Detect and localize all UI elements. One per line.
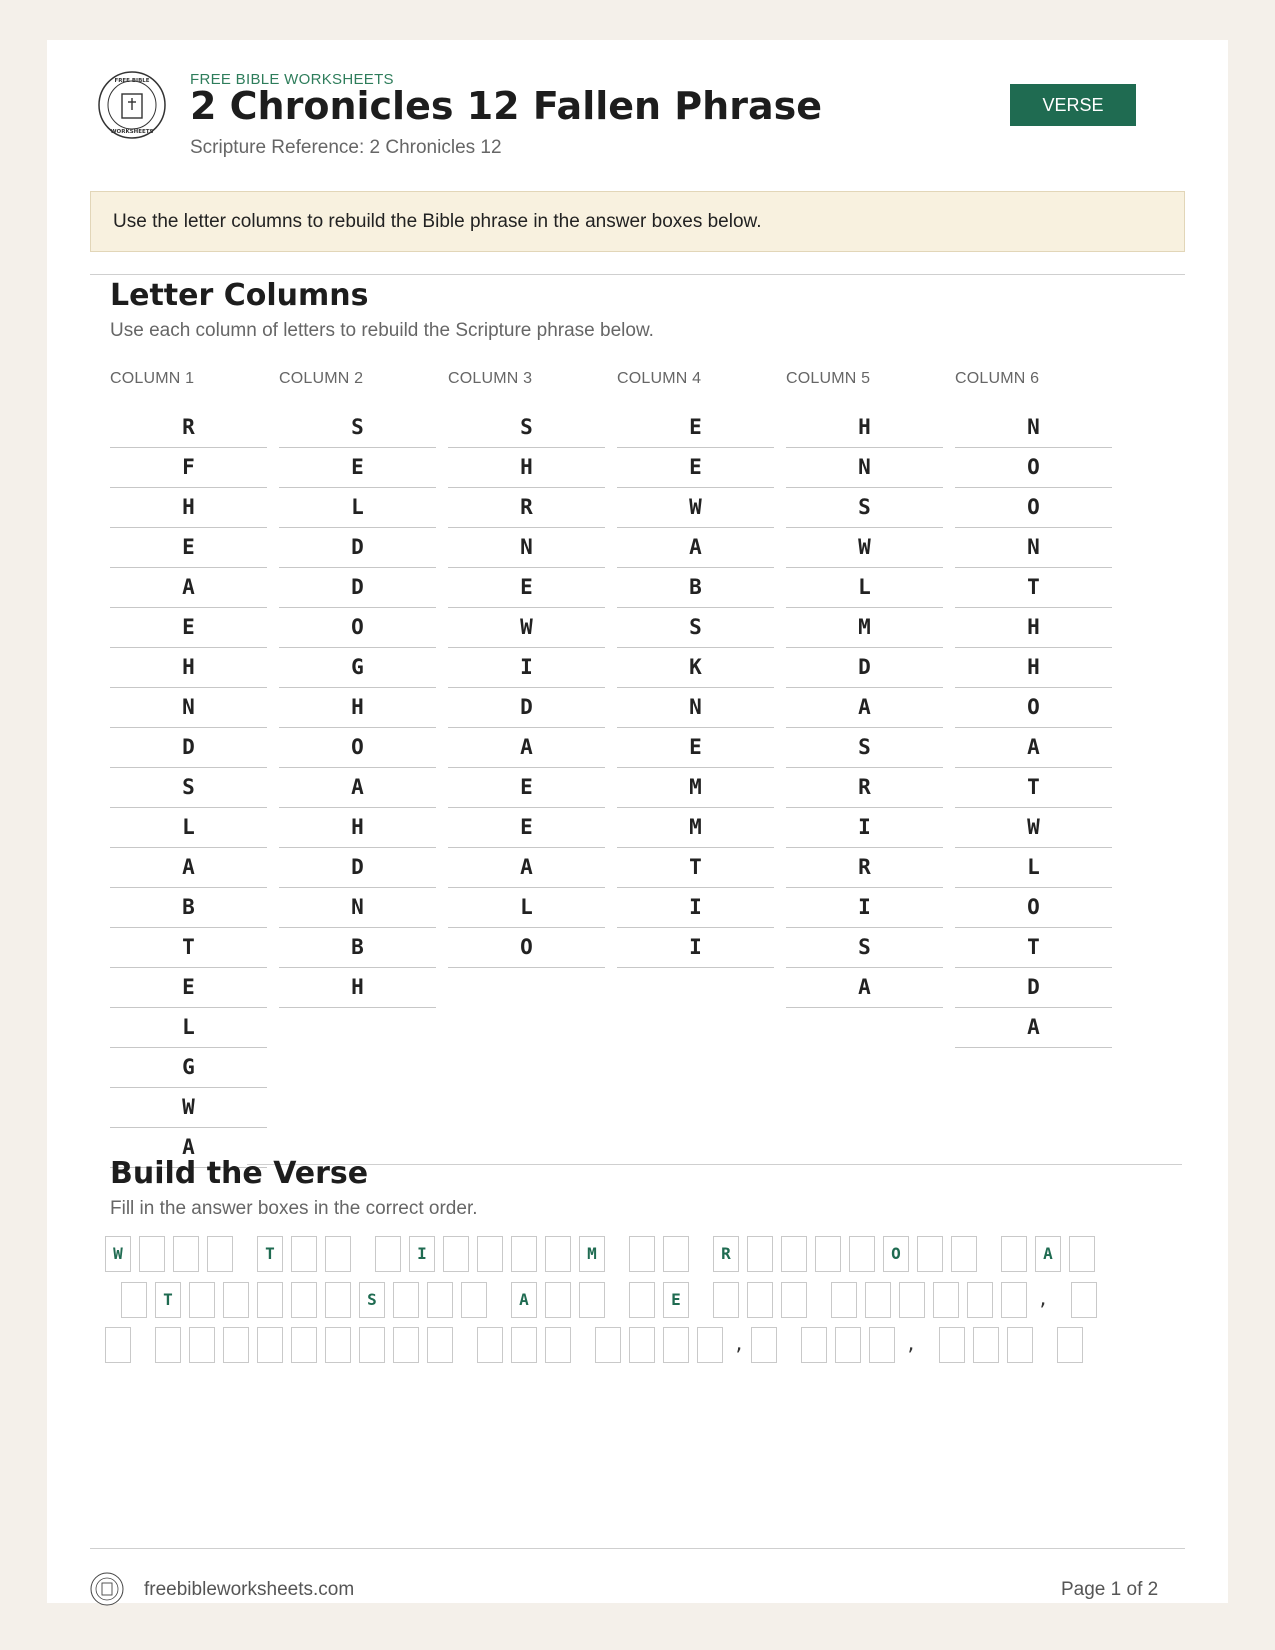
- letter-cell: M: [617, 768, 774, 808]
- answer-box[interactable]: [781, 1236, 807, 1272]
- answer-box[interactable]: [849, 1236, 875, 1272]
- letter-cell: H: [786, 408, 943, 448]
- worksheet-page: [47, 40, 1228, 1603]
- letter-cell: N: [279, 888, 436, 928]
- letter-cell: I: [786, 888, 943, 928]
- letter-cell: A: [448, 848, 605, 888]
- letter-cell: S: [617, 608, 774, 648]
- letter-cell: N: [617, 688, 774, 728]
- answer-box[interactable]: [189, 1327, 215, 1363]
- answer-box-hint[interactable]: T: [155, 1282, 181, 1318]
- letter-cell: O: [448, 928, 605, 968]
- page-title: 2 Chronicles 12 Fallen Phrase: [190, 84, 822, 128]
- letter-column-6: [955, 372, 1112, 1048]
- answer-box[interactable]: [427, 1282, 453, 1318]
- letter-cell: S: [448, 408, 605, 448]
- letter-cell: B: [617, 568, 774, 608]
- answer-box[interactable]: [663, 1236, 689, 1272]
- letter-cell: H: [279, 808, 436, 848]
- answer-box[interactable]: [477, 1327, 503, 1363]
- letter-cell: H: [955, 648, 1112, 688]
- answer-box[interactable]: [629, 1236, 655, 1272]
- answer-box[interactable]: [291, 1236, 317, 1272]
- answer-box[interactable]: [1001, 1236, 1027, 1272]
- letter-cell: I: [617, 928, 774, 968]
- letter-cell: K: [617, 648, 774, 688]
- answer-box[interactable]: [189, 1282, 215, 1318]
- letter-cell: W: [110, 1088, 267, 1128]
- answer-box[interactable]: [865, 1282, 891, 1318]
- letter-column-1: [110, 372, 267, 1168]
- letter-cell: B: [110, 888, 267, 928]
- letter-cell: M: [617, 808, 774, 848]
- letter-cell: H: [110, 488, 267, 528]
- letter-cell: I: [786, 808, 943, 848]
- answer-box[interactable]: [223, 1327, 249, 1363]
- letter-cell: W: [448, 608, 605, 648]
- answer-box[interactable]: [951, 1236, 977, 1272]
- letter-cell: B: [279, 928, 436, 968]
- answer-box[interactable]: [257, 1282, 283, 1318]
- footer-site: freebibleworksheets.com: [144, 1579, 355, 1600]
- letter-cell: A: [110, 1128, 267, 1168]
- letter-cell: R: [786, 768, 943, 808]
- letter-cell: T: [955, 928, 1112, 968]
- answer-box-hint[interactable]: R: [713, 1236, 739, 1272]
- answer-box[interactable]: [629, 1327, 655, 1363]
- answer-box[interactable]: [359, 1327, 385, 1363]
- page-number: Page 1 of 2: [1061, 1579, 1159, 1600]
- letter-columns-description: Use each column of letters to rebuild the Scripture phrase below.: [110, 320, 654, 341]
- letter-column-5: [786, 372, 943, 1008]
- answer-box[interactable]: [155, 1327, 181, 1363]
- answer-box[interactable]: [1007, 1327, 1033, 1363]
- letter-cell: G: [279, 648, 436, 688]
- letter-cell: L: [955, 848, 1112, 888]
- letter-columns-title: Letter Columns: [110, 278, 369, 313]
- answer-box[interactable]: [899, 1282, 925, 1318]
- letter-cell: A: [786, 688, 943, 728]
- answer-box[interactable]: [1071, 1282, 1097, 1318]
- answer-box[interactable]: [173, 1236, 199, 1272]
- letter-cell: E: [448, 568, 605, 608]
- answer-box-hint[interactable]: I: [409, 1236, 435, 1272]
- answer-box[interactable]: [751, 1327, 777, 1363]
- answer-box-hint[interactable]: S: [359, 1282, 385, 1318]
- letter-cell: N: [448, 528, 605, 568]
- letter-column-3: [448, 372, 605, 968]
- letter-cell: W: [617, 488, 774, 528]
- answer-box[interactable]: [393, 1327, 419, 1363]
- answer-box[interactable]: [223, 1282, 249, 1318]
- letter-cell: H: [110, 648, 267, 688]
- letter-cell: N: [955, 528, 1112, 568]
- letter-cell: A: [955, 1008, 1112, 1048]
- letter-cell: T: [955, 768, 1112, 808]
- letter-cell: T: [110, 928, 267, 968]
- answer-box[interactable]: [917, 1236, 943, 1272]
- logo: [97, 70, 167, 140]
- letter-cell: S: [786, 928, 943, 968]
- column-label: COLUMN 2: [279, 370, 364, 387]
- letter-cell: D: [786, 648, 943, 688]
- letter-cell: H: [279, 688, 436, 728]
- letter-cell: I: [617, 888, 774, 928]
- answer-box[interactable]: [835, 1327, 861, 1363]
- answer-box[interactable]: [545, 1236, 571, 1272]
- punctuation-mark: ,: [1037, 1289, 1049, 1310]
- letter-cell: O: [955, 688, 1112, 728]
- letter-cell: E: [448, 808, 605, 848]
- answer-box[interactable]: [121, 1282, 147, 1318]
- letter-cell: H: [279, 968, 436, 1008]
- letter-cell: E: [110, 608, 267, 648]
- letter-cell: A: [617, 528, 774, 568]
- answer-box[interactable]: [325, 1327, 351, 1363]
- build-verse-title: Build the Verse: [110, 1156, 369, 1191]
- letter-cell: H: [448, 448, 605, 488]
- punctuation-mark: ,: [733, 1334, 745, 1355]
- answer-box-hint[interactable]: W: [105, 1236, 131, 1272]
- letter-cell: E: [279, 448, 436, 488]
- answer-box[interactable]: [291, 1282, 317, 1318]
- answer-box[interactable]: [973, 1327, 999, 1363]
- letter-cell: T: [955, 568, 1112, 608]
- letter-cell: E: [617, 408, 774, 448]
- instructions-box: Use the letter columns to rebuild the Bible phrase in the answer boxes below.: [90, 191, 1185, 252]
- logo-text-top: FREE BIBLE: [114, 78, 150, 84]
- letter-cell: H: [955, 608, 1112, 648]
- answer-box[interactable]: [393, 1282, 419, 1318]
- letter-cell: M: [786, 608, 943, 648]
- letter-cell: A: [110, 568, 267, 608]
- letter-cell: S: [786, 488, 943, 528]
- letter-cell: L: [110, 808, 267, 848]
- answer-box-hint[interactable]: O: [883, 1236, 909, 1272]
- answer-box-hint[interactable]: T: [257, 1236, 283, 1272]
- letter-cell: A: [955, 728, 1112, 768]
- letter-cell: I: [448, 648, 605, 688]
- answer-box[interactable]: [831, 1282, 857, 1318]
- logo-text-bottom: WORKSHEETS: [110, 129, 154, 135]
- answer-box[interactable]: [1001, 1282, 1027, 1318]
- answer-box[interactable]: [477, 1236, 503, 1272]
- answer-box-hint[interactable]: M: [579, 1236, 605, 1272]
- answer-box[interactable]: [801, 1327, 827, 1363]
- letter-cell: N: [110, 688, 267, 728]
- answer-box[interactable]: [697, 1327, 723, 1363]
- letter-cell: L: [448, 888, 605, 928]
- letter-cell: D: [279, 568, 436, 608]
- letter-cell: O: [955, 888, 1112, 928]
- answer-box[interactable]: [461, 1282, 487, 1318]
- column-label: COLUMN 4: [617, 370, 702, 387]
- letter-cell: O: [955, 448, 1112, 488]
- answer-box[interactable]: [375, 1236, 401, 1272]
- letter-cell: A: [110, 848, 267, 888]
- letter-cell: G: [110, 1048, 267, 1088]
- answer-box[interactable]: [595, 1327, 621, 1363]
- answer-box[interactable]: [629, 1282, 655, 1318]
- scripture-reference: Scripture Reference: 2 Chronicles 12: [190, 137, 502, 158]
- answer-box[interactable]: [207, 1236, 233, 1272]
- letter-cell: S: [786, 728, 943, 768]
- answer-box-hint[interactable]: A: [1035, 1236, 1061, 1272]
- letter-cell: O: [279, 728, 436, 768]
- answer-box[interactable]: [325, 1282, 351, 1318]
- letter-cell: E: [110, 528, 267, 568]
- verse-puzzle-badge: VERSE PUZZLE: [1010, 84, 1136, 126]
- answer-box[interactable]: [579, 1282, 605, 1318]
- answer-box[interactable]: [747, 1282, 773, 1318]
- letter-column-2: [279, 372, 436, 1008]
- footer-logo: [90, 1572, 124, 1606]
- answer-box[interactable]: [939, 1327, 965, 1363]
- answer-box[interactable]: [967, 1282, 993, 1318]
- answer-box[interactable]: [443, 1236, 469, 1272]
- divider: [90, 274, 1185, 275]
- letter-cell: O: [279, 608, 436, 648]
- letter-cell: L: [786, 568, 943, 608]
- letter-cell: A: [786, 968, 943, 1008]
- letter-cell: E: [617, 448, 774, 488]
- letter-cell: A: [448, 728, 605, 768]
- letter-cell: S: [279, 408, 436, 448]
- answer-box[interactable]: [1057, 1327, 1083, 1363]
- punctuation-mark: ,: [905, 1334, 917, 1355]
- letter-cell: N: [955, 408, 1112, 448]
- answer-box[interactable]: [781, 1282, 807, 1318]
- letter-cell: L: [279, 488, 436, 528]
- answer-box[interactable]: [869, 1327, 895, 1363]
- answer-box[interactable]: [933, 1282, 959, 1318]
- letter-cell: A: [279, 768, 436, 808]
- answer-box[interactable]: [427, 1327, 453, 1363]
- letter-cell: L: [110, 1008, 267, 1048]
- answer-box[interactable]: [257, 1327, 283, 1363]
- letter-cell: E: [617, 728, 774, 768]
- answer-box[interactable]: [291, 1327, 317, 1363]
- letter-cell: S: [110, 768, 267, 808]
- answer-box[interactable]: [325, 1236, 351, 1272]
- answer-box[interactable]: [747, 1236, 773, 1272]
- letter-cell: D: [448, 688, 605, 728]
- answer-box[interactable]: [815, 1236, 841, 1272]
- column-label: COLUMN 5: [786, 370, 871, 387]
- letter-cell: F: [110, 448, 267, 488]
- letter-cell: N: [786, 448, 943, 488]
- letter-cell: D: [110, 728, 267, 768]
- letter-cell: O: [955, 488, 1112, 528]
- column-label: COLUMN 6: [955, 370, 1040, 387]
- letter-cell: E: [448, 768, 605, 808]
- answer-box[interactable]: [545, 1282, 571, 1318]
- answer-box-hint[interactable]: E: [663, 1282, 689, 1318]
- letter-cell: R: [448, 488, 605, 528]
- letter-cell: D: [279, 528, 436, 568]
- answer-box[interactable]: [511, 1327, 537, 1363]
- letter-column-4: [617, 372, 774, 968]
- answer-box[interactable]: [511, 1236, 537, 1272]
- divider: [247, 1164, 1182, 1165]
- brand-name: FREE BIBLE WORKSHEETS: [190, 71, 394, 88]
- answer-box[interactable]: [713, 1282, 739, 1318]
- letter-cell: W: [955, 808, 1112, 848]
- build-verse-description: Fill in the answer boxes in the correct order.: [110, 1198, 478, 1219]
- letter-cell: T: [617, 848, 774, 888]
- letter-cell: R: [110, 408, 267, 448]
- letter-cell: D: [279, 848, 436, 888]
- letter-cell: D: [955, 968, 1112, 1008]
- divider: [90, 1548, 1185, 1549]
- column-label: COLUMN 3: [448, 370, 533, 387]
- letter-cell: E: [110, 968, 267, 1008]
- answer-box[interactable]: [663, 1327, 689, 1363]
- answer-box[interactable]: [1069, 1236, 1095, 1272]
- letter-cell: W: [786, 528, 943, 568]
- letter-cell: R: [786, 848, 943, 888]
- column-label: COLUMN 1: [110, 370, 195, 387]
- answer-box-hint[interactable]: A: [511, 1282, 537, 1318]
- answer-box[interactable]: [139, 1236, 165, 1272]
- answer-box[interactable]: [105, 1327, 131, 1363]
- answer-box[interactable]: [545, 1327, 571, 1363]
